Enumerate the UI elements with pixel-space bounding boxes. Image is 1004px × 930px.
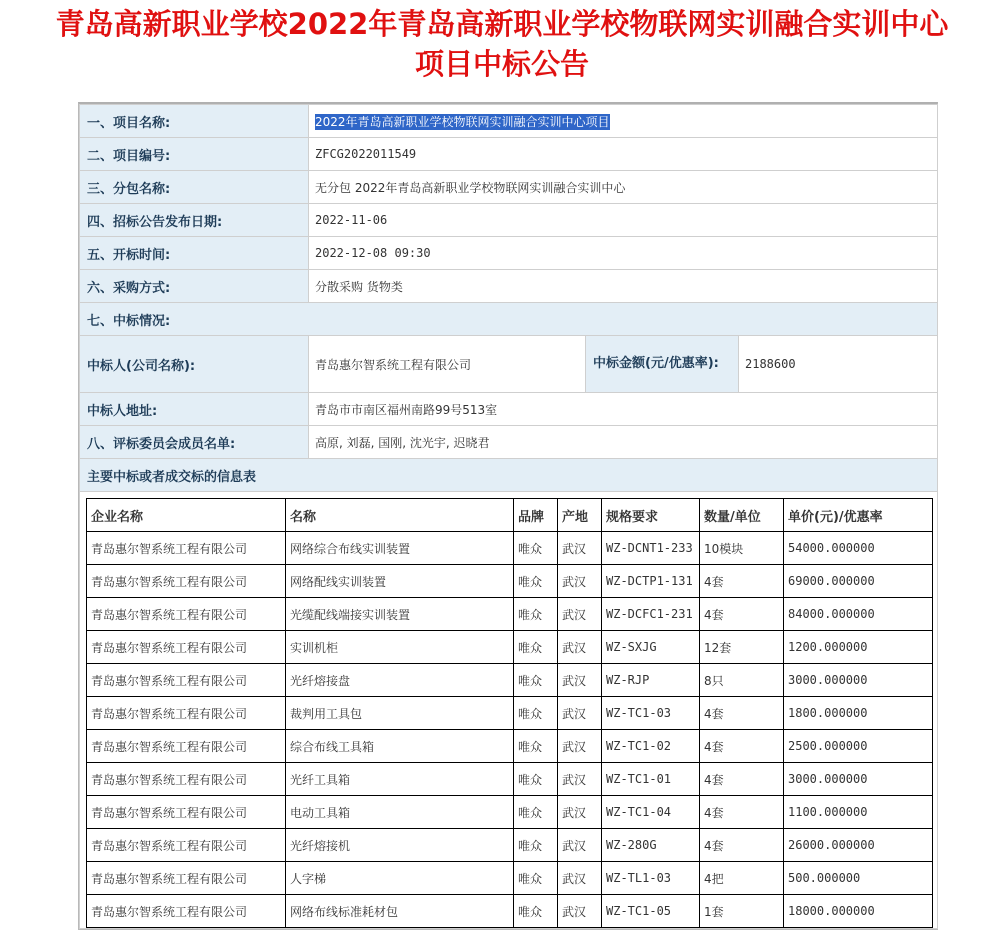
- cell-origin: 武汉: [558, 565, 602, 598]
- package-value: 无分包 2022年青岛高新职业学校物联网实训融合实训中心: [309, 171, 938, 204]
- project-no-value: ZFCG2022011549: [309, 138, 938, 171]
- cell-unit-price: 500.000000: [784, 862, 933, 895]
- cell-spec: WZ-RJP: [602, 664, 700, 697]
- project-name-value[interactable]: 2022年青岛高新职业学校物联网实训融合实训中心项目: [315, 114, 610, 129]
- cell-origin: 武汉: [558, 895, 602, 928]
- cell-name: 电动工具箱: [286, 796, 514, 829]
- winner-value: 青岛惠尔智系统工程有限公司: [309, 336, 586, 393]
- header-name: 名称: [286, 499, 514, 532]
- project-no-label: 二、项目编号:: [80, 138, 309, 171]
- open-time-label: 五、开标时间:: [80, 237, 309, 270]
- announcement-frame: [78, 102, 938, 930]
- cell-quantity: 4把: [700, 862, 784, 895]
- cell-company: 青岛惠尔智系统工程有限公司: [87, 631, 286, 664]
- cell-quantity: 4套: [700, 598, 784, 631]
- publish-date-label: 四、招标公告发布日期:: [80, 204, 309, 237]
- committee-label: 八、评标委员会成员名单:: [80, 426, 309, 459]
- table-row: [87, 598, 933, 631]
- cell-unit-price: 3000.000000: [784, 664, 933, 697]
- cell-brand: 唯众: [514, 895, 558, 928]
- cell-quantity: 4套: [700, 730, 784, 763]
- cell-origin: 武汉: [558, 532, 602, 565]
- row-winner: [80, 336, 938, 393]
- cell-company: 青岛惠尔智系统工程有限公司: [87, 796, 286, 829]
- cell-brand: 唯众: [514, 796, 558, 829]
- cell-quantity: 4套: [700, 829, 784, 862]
- row-open-time: [80, 237, 938, 270]
- cell-company: 青岛惠尔智系统工程有限公司: [87, 664, 286, 697]
- committee-value: 高原, 刘磊, 国刚, 沈光宇, 迟晓君: [309, 426, 938, 459]
- cell-company: 青岛惠尔智系统工程有限公司: [87, 829, 286, 862]
- items-body: [87, 532, 933, 928]
- cell-origin: 武汉: [558, 631, 602, 664]
- row-package: [80, 171, 938, 204]
- result-label: 七、中标情况:: [80, 303, 938, 336]
- items-header-row: [87, 499, 933, 532]
- header-brand: 品牌: [514, 499, 558, 532]
- cell-quantity: 1套: [700, 895, 784, 928]
- cell-quantity: 4套: [700, 697, 784, 730]
- cell-unit-price: 2500.000000: [784, 730, 933, 763]
- cell-quantity: 10模块: [700, 532, 784, 565]
- cell-name: 光缆配线端接实训装置: [286, 598, 514, 631]
- cell-unit-price: 1800.000000: [784, 697, 933, 730]
- cell-spec: WZ-DCFC1-231: [602, 598, 700, 631]
- cell-spec: WZ-TC1-01: [602, 763, 700, 796]
- cell-spec: WZ-DCNT1-233: [602, 532, 700, 565]
- amount-label: 中标金额(元/优惠率):: [586, 336, 739, 393]
- method-label: 六、采购方式:: [80, 270, 309, 303]
- table-row: [87, 664, 933, 697]
- row-items: [80, 492, 938, 929]
- items-label: 主要中标或者成交标的信息表: [80, 459, 938, 492]
- cell-brand: 唯众: [514, 829, 558, 862]
- header-quantity: 数量/单位: [700, 499, 784, 532]
- row-address: [80, 393, 938, 426]
- cell-company: 青岛惠尔智系统工程有限公司: [87, 895, 286, 928]
- cell-origin: 武汉: [558, 763, 602, 796]
- cell-spec: WZ-DCTP1-131: [602, 565, 700, 598]
- amount-value: 2188600: [739, 336, 938, 393]
- cell-brand: 唯众: [514, 598, 558, 631]
- table-row: [87, 697, 933, 730]
- cell-brand: 唯众: [514, 565, 558, 598]
- cell-spec: WZ-TC1-04: [602, 796, 700, 829]
- cell-company: 青岛惠尔智系统工程有限公司: [87, 565, 286, 598]
- cell-origin: 武汉: [558, 862, 602, 895]
- cell-brand: 唯众: [514, 697, 558, 730]
- cell-unit-price: 1100.000000: [784, 796, 933, 829]
- address-label: 中标人地址:: [80, 393, 309, 426]
- cell-brand: 唯众: [514, 763, 558, 796]
- cell-unit-price: 1200.000000: [784, 631, 933, 664]
- cell-quantity: 4套: [700, 763, 784, 796]
- header-origin: 产地: [558, 499, 602, 532]
- cell-origin: 武汉: [558, 664, 602, 697]
- row-method: [80, 270, 938, 303]
- table-row: [87, 565, 933, 598]
- row-publish-date: [80, 204, 938, 237]
- publish-date-value: 2022-11-06: [309, 204, 938, 237]
- row-items-label: [80, 459, 938, 492]
- open-time-value: 2022-12-08 09:30: [309, 237, 938, 270]
- header-spec: 规格要求: [602, 499, 700, 532]
- cell-spec: WZ-TC1-03: [602, 697, 700, 730]
- header-unit-price: 单价(元)/优惠率: [784, 499, 933, 532]
- table-row: [87, 631, 933, 664]
- cell-company: 青岛惠尔智系统工程有限公司: [87, 532, 286, 565]
- row-project-no: [80, 138, 938, 171]
- cell-brand: 唯众: [514, 862, 558, 895]
- cell-brand: 唯众: [514, 664, 558, 697]
- cell-spec: WZ-SXJG: [602, 631, 700, 664]
- cell-quantity: 4套: [700, 565, 784, 598]
- cell-spec: WZ-TC1-02: [602, 730, 700, 763]
- cell-name: 人字梯: [286, 862, 514, 895]
- cell-company: 青岛惠尔智系统工程有限公司: [87, 763, 286, 796]
- cell-name: 裁判用工具包: [286, 697, 514, 730]
- address-value: 青岛市市南区福州南路99号513室: [309, 393, 938, 426]
- row-result: [80, 303, 938, 336]
- cell-company: 青岛惠尔智系统工程有限公司: [87, 862, 286, 895]
- cell-spec: WZ-TL1-03: [602, 862, 700, 895]
- table-row: [87, 796, 933, 829]
- cell-name: 光纤熔接盘: [286, 664, 514, 697]
- cell-company: 青岛惠尔智系统工程有限公司: [87, 598, 286, 631]
- cell-spec: WZ-TC1-05: [602, 895, 700, 928]
- row-committee: [80, 426, 938, 459]
- package-label: 三、分包名称:: [80, 171, 309, 204]
- cell-origin: 武汉: [558, 829, 602, 862]
- cell-name: 实训机柜: [286, 631, 514, 664]
- cell-origin: 武汉: [558, 697, 602, 730]
- header-company: 企业名称: [87, 499, 286, 532]
- table-row: [87, 532, 933, 565]
- cell-origin: 武汉: [558, 730, 602, 763]
- title-line-1: 青岛高新职业学校2022年青岛高新职业学校物联网实训融合实训中心: [55, 7, 949, 41]
- cell-unit-price: 54000.000000: [784, 532, 933, 565]
- cell-name: 网络综合布线实训装置: [286, 532, 514, 565]
- title-line-2: 项目中标公告: [414, 47, 589, 81]
- cell-brand: 唯众: [514, 631, 558, 664]
- items-table: [86, 498, 933, 928]
- cell-unit-price: 84000.000000: [784, 598, 933, 631]
- cell-quantity: 8只: [700, 664, 784, 697]
- table-row: [87, 829, 933, 862]
- cell-quantity: 12套: [700, 631, 784, 664]
- table-row: [87, 895, 933, 928]
- cell-quantity: 4套: [700, 796, 784, 829]
- cell-unit-price: 3000.000000: [784, 763, 933, 796]
- project-name-label: 一、项目名称:: [80, 105, 309, 138]
- cell-unit-price: 26000.000000: [784, 829, 933, 862]
- table-row: [87, 730, 933, 763]
- cell-name: 综合布线工具箱: [286, 730, 514, 763]
- winner-label: 中标人(公司名称):: [80, 336, 309, 393]
- cell-name: 网络配线实训装置: [286, 565, 514, 598]
- table-row: [87, 862, 933, 895]
- cell-spec: WZ-280G: [602, 829, 700, 862]
- table-row: [87, 763, 933, 796]
- cell-origin: 武汉: [558, 796, 602, 829]
- cell-name: 光纤工具箱: [286, 763, 514, 796]
- row-project-name: [80, 105, 938, 138]
- cell-unit-price: 18000.000000: [784, 895, 933, 928]
- cell-name: 光纤熔接机: [286, 829, 514, 862]
- method-value: 分散采购 货物类: [309, 270, 938, 303]
- cell-brand: 唯众: [514, 730, 558, 763]
- page-title: [0, 0, 1004, 84]
- cell-origin: 武汉: [558, 598, 602, 631]
- cell-brand: 唯众: [514, 532, 558, 565]
- cell-unit-price: 69000.000000: [784, 565, 933, 598]
- cell-name: 网络布线标准耗材包: [286, 895, 514, 928]
- cell-company: 青岛惠尔智系统工程有限公司: [87, 730, 286, 763]
- announcement-table: [79, 104, 938, 929]
- cell-company: 青岛惠尔智系统工程有限公司: [87, 697, 286, 730]
